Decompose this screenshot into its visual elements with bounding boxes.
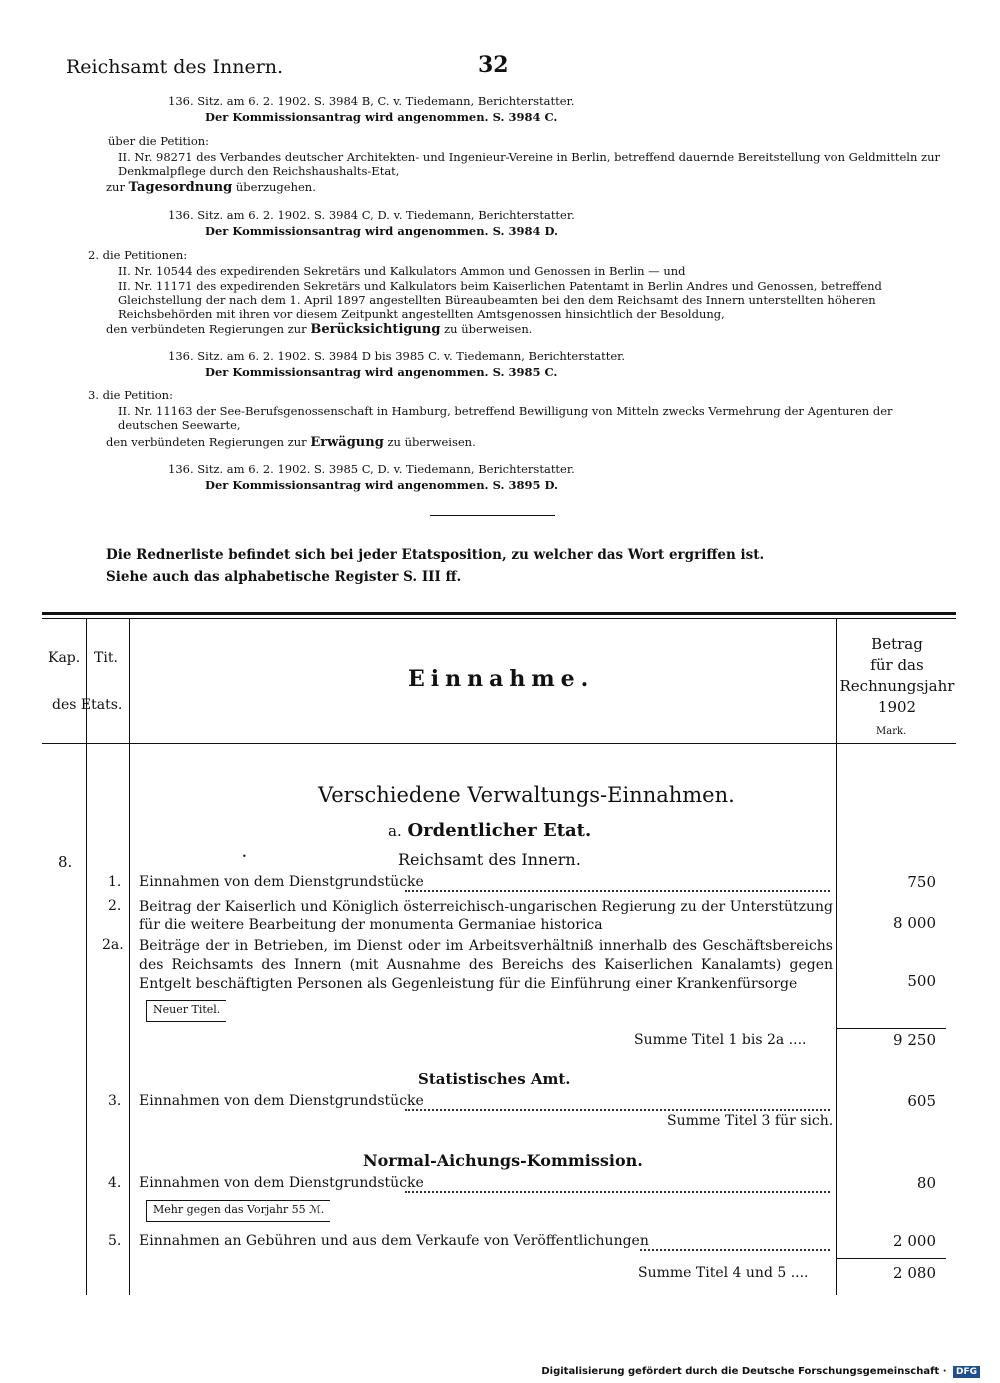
sum-label: Summe Titel 1 bis 2a .... bbox=[634, 1032, 807, 1048]
title-number: 2a. bbox=[102, 937, 124, 953]
digitization-credit bbox=[541, 1366, 980, 1378]
sum-label: Summe Titel 4 und 5 .... bbox=[638, 1265, 809, 1281]
title-number: 3. bbox=[108, 1093, 122, 1109]
row-amount: 750 bbox=[907, 873, 936, 891]
petition-intro: über die Petition: bbox=[108, 134, 210, 148]
decision-suffix: zu überweisen. bbox=[387, 435, 476, 449]
speaker-list-notice: Die Rednerliste befindet sich bei jeder Etatsposition, zu welcher das Wort ergriffen ist. bbox=[106, 547, 765, 563]
column-header-tit: Tit. bbox=[94, 650, 118, 666]
row-amount: 605 bbox=[907, 1092, 936, 1110]
leader-dots bbox=[405, 1095, 830, 1111]
amount-header-line: 1902 bbox=[877, 698, 917, 716]
row-text: Einnahmen von dem Dienstgrundstücke bbox=[139, 1093, 424, 1109]
resolution-1: Der Kommissionsantrag wird angenommen. S. 3984 C. bbox=[205, 110, 558, 124]
unit-label: Mark. bbox=[876, 726, 907, 737]
session-ref-2: 136. Sitz. am 6. 2. 1902. S. 3984 C, D. v. Tiedemann, Berichterstatter. bbox=[168, 208, 575, 222]
row-text: Beiträge der in Betrieben, im Dienst oder im Arbeitsverhältniß innerhalb des Geschäftsbereichs des Reichsamts des Innern (mit Ausnahme des Bereichs des Kaiserlichen Kanalamts) gegen Entgelt beschäftigten Personen als Gegenleistung für die Einführung einer Krankenfürsorge bbox=[139, 938, 833, 992]
register-notice: Siehe auch das alphabetische Register S. III ff. bbox=[106, 569, 462, 585]
credit-text: Digitalisierung gefördert durch die Deutsche Forschungsgemeinschaft · bbox=[541, 1366, 947, 1377]
column-divider bbox=[129, 618, 130, 1295]
column-header-kap: Kap. bbox=[48, 650, 81, 666]
sum-label: Summe Titel 3 für sich. bbox=[667, 1113, 834, 1129]
decision-prefix: den verbündeten Regierungen zur bbox=[106, 435, 307, 449]
row-amount: 2 000 bbox=[893, 1232, 936, 1250]
title-number: 1. bbox=[108, 874, 122, 890]
petition-decision bbox=[106, 322, 532, 337]
amount-header-line: Betrag bbox=[871, 635, 923, 653]
section-title: Verschiedene Verwaltungs-Einnahmen. bbox=[318, 783, 735, 807]
session-ref-4: 136. Sitz. am 6. 2. 1902. S. 3985 C, D. v. Tiedemann, Berichterstatter. bbox=[168, 462, 575, 476]
petition-item: II. Nr. 11171 des expedirenden Sekretärs und Kalkulators beim Kaiserlichen Patentamt in Berlin Andres und Genossen, betreffend Gleichstellung der nach dem 1. April 1897 angestellten Büreaubeamten bei den dem Reichsamt des Innern unterstellten höheren Reichsbehörden mit ihren vor diesem Zeitpunkt angestellten Amtsgenossen hinsichtlich der Besoldung, bbox=[118, 279, 882, 321]
decision-suffix: zu überweisen. bbox=[444, 322, 533, 336]
amount-header-line: für das bbox=[870, 656, 924, 674]
decision-prefix: zur bbox=[106, 180, 125, 194]
amount-header-line: Rechnungsjahr bbox=[839, 677, 955, 695]
sum-rule bbox=[836, 1028, 946, 1029]
leader-dots bbox=[405, 1177, 830, 1193]
row-text: Einnahmen an Gebühren und aus dem Verkaufe von Veröffentlichungen bbox=[139, 1233, 649, 1249]
leader-dots bbox=[405, 876, 830, 892]
column-header-einnahme: Einnahme. bbox=[408, 666, 595, 692]
subsection-prefix: a. bbox=[388, 822, 402, 840]
row-text: Einnahmen von dem Dienstgrundstücke bbox=[139, 874, 424, 890]
chapter-number: 8. bbox=[58, 853, 73, 871]
separator-rule bbox=[430, 515, 555, 516]
petition-item: II. Nr. 11163 der See-Berufsgenossenschaft in Hamburg, betreffend Bewilligung von Mitteln zwecks Vermehrung der Agenturen der deutschen Seewarte, bbox=[118, 404, 893, 432]
resolution-4: Der Kommissionsantrag wird angenommen. S. 3895 D. bbox=[205, 478, 559, 492]
title-number: 5. bbox=[108, 1233, 122, 1249]
running-header: Reichsamt des Innern. bbox=[66, 56, 284, 78]
decision-action: Tagesordnung bbox=[128, 180, 233, 195]
table-top-rule bbox=[42, 612, 956, 615]
petitions-heading: 2. die Petitionen: bbox=[88, 248, 188, 262]
petition-item: II. Nr. 10544 des expedirenden Sekretärs und Kalkulators Ammon und Genossen in Berlin — und bbox=[118, 264, 686, 278]
table-top-rule-thin bbox=[42, 618, 956, 619]
leader-dots bbox=[640, 1235, 830, 1251]
row-text: Einnahmen von dem Dienstgrundstücke bbox=[139, 1175, 424, 1191]
petition-item: II. Nr. 98271 des Verbandes deutscher Architekten- und Ingenieur-Vereine in Berlin, betreffend dauernde Bereitstellung von Geldmitteln zur Denkmalpflege durch den Reichshaushalts-Etat, bbox=[118, 150, 940, 178]
resolution-3: Der Kommissionsantrag wird angenommen. S. 3985 C. bbox=[205, 365, 558, 379]
row-amount: 8 000 bbox=[893, 914, 936, 932]
subsection-name: Ordentlicher Etat. bbox=[407, 820, 592, 841]
sum-rule bbox=[836, 1258, 946, 1259]
title-number: 4. bbox=[108, 1175, 122, 1191]
page-number: 32 bbox=[478, 52, 509, 78]
row-amount: 80 bbox=[916, 1174, 936, 1192]
group-title-statistik: Statistisches Amt. bbox=[418, 1070, 571, 1088]
column-divider bbox=[86, 618, 87, 1295]
group-title-aichung: Normal-Aichungs-Kommission. bbox=[363, 1151, 643, 1170]
session-ref-3: 136. Sitz. am 6. 2. 1902. S. 3984 D bis 3985 C. v. Tiedemann, Berichterstatter. bbox=[168, 349, 626, 363]
column-header-etats: des Etats. bbox=[52, 697, 123, 713]
sum-amount: 9 250 bbox=[893, 1031, 936, 1049]
subsection-title bbox=[388, 820, 591, 841]
row-amount: 500 bbox=[907, 972, 936, 990]
petition-decision bbox=[106, 435, 476, 450]
decision-suffix: überzugehen. bbox=[235, 180, 316, 194]
decision-action: Berücksichtigung bbox=[310, 322, 441, 337]
column-divider bbox=[836, 618, 837, 1295]
column-header-amount bbox=[838, 634, 956, 718]
petition-heading: 3. die Petition: bbox=[88, 388, 173, 402]
table-header-rule bbox=[42, 743, 956, 744]
group-title-reichsamt: Reichsamt des Innern. bbox=[398, 850, 581, 869]
session-ref-1: 136. Sitz. am 6. 2. 1902. S. 3984 B, C. v. Tiedemann, Berichterstatter. bbox=[168, 94, 575, 108]
decision-action: Erwägung bbox=[310, 435, 384, 450]
decision-prefix: den verbündeten Regierungen zur bbox=[106, 322, 307, 336]
note-more-than-previous-year: Mehr gegen das Vorjahr 55 ℳ. bbox=[146, 1200, 330, 1222]
note-new-title: Neuer Titel. bbox=[146, 1000, 226, 1022]
dfg-logo: DFG bbox=[953, 1366, 980, 1378]
title-number: 2. bbox=[108, 898, 122, 914]
resolution-2: Der Kommissionsantrag wird angenommen. S. 3984 D. bbox=[205, 224, 559, 238]
stray-dot: • bbox=[242, 852, 247, 861]
row-text: Beitrag der Kaiserlich und Königlich österreichisch-ungarischen Regierung zu der Unterstützung für die weitere Bearbeitung der monumenta Germaniae historica bbox=[139, 899, 833, 933]
sum-amount: 2 080 bbox=[893, 1264, 936, 1282]
petition-decision bbox=[106, 180, 316, 195]
